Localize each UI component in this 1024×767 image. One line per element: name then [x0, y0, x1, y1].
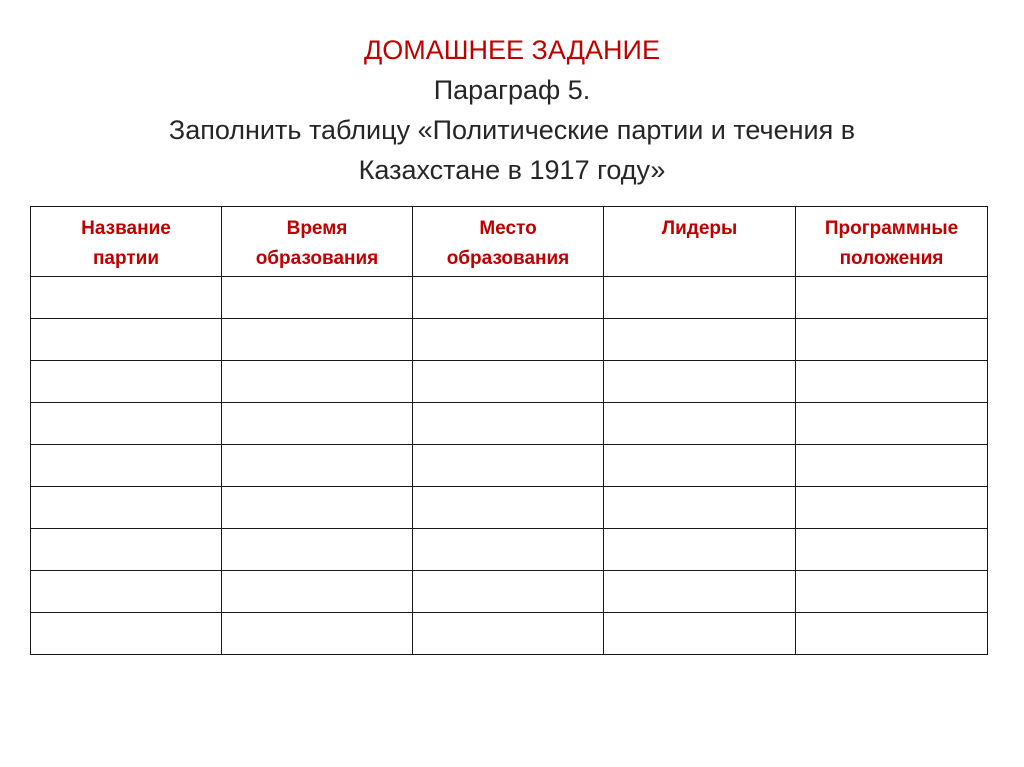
table-cell: [222, 487, 413, 529]
table-cell: [222, 445, 413, 487]
paragraph-reference: Параграф 5.: [433, 75, 591, 105]
task-description-line-2: Казахстане в 1917 году»: [358, 155, 666, 185]
table-cell: [796, 277, 988, 319]
table-cell: [31, 613, 222, 655]
table-cell: [31, 361, 222, 403]
table-cell: [222, 319, 413, 361]
table-cell: [796, 361, 988, 403]
table-cell: [413, 403, 604, 445]
table-cell: [31, 319, 222, 361]
table-cell: [604, 361, 796, 403]
task-description-line-1: Заполнить таблицу «Политические партии и течения в: [168, 115, 856, 145]
table-cell: [796, 319, 988, 361]
table-cell: [31, 277, 222, 319]
table-cell: [413, 445, 604, 487]
table-cell: [31, 529, 222, 571]
column-header-formation-place: [413, 207, 604, 277]
column-header-label: Лидеры: [661, 218, 738, 239]
table-cell: [31, 445, 222, 487]
column-header-label: Программные положения: [824, 218, 959, 269]
table-cell: [222, 277, 413, 319]
column-header-party-name: [31, 207, 222, 277]
table-cell: [413, 487, 604, 529]
column-header-label: Название партии: [81, 218, 171, 269]
table-cell: [604, 403, 796, 445]
table-row: [31, 613, 988, 655]
table-row: [31, 361, 988, 403]
table-row: [31, 487, 988, 529]
title-block: [0, 30, 1024, 190]
table-cell: [604, 487, 796, 529]
table-cell: [222, 403, 413, 445]
table-cell: [222, 613, 413, 655]
table-row: [31, 445, 988, 487]
table-body: [31, 277, 988, 655]
table-cell: [222, 571, 413, 613]
table-cell: [413, 361, 604, 403]
table-cell: [796, 571, 988, 613]
table-cell: [413, 571, 604, 613]
column-header-leaders: [604, 207, 796, 277]
column-header-formation-time: [222, 207, 413, 277]
column-header-program-provisions: [796, 207, 988, 277]
table-cell: [796, 613, 988, 655]
table-cell: [413, 529, 604, 571]
table-cell: [222, 529, 413, 571]
table-cell: [31, 487, 222, 529]
table-cell: [604, 445, 796, 487]
column-header-label: Время образования: [255, 218, 379, 269]
table-row: [31, 529, 988, 571]
homework-table: [30, 206, 988, 655]
table-header-row: [31, 207, 988, 277]
table-cell: [413, 277, 604, 319]
table-cell: [604, 571, 796, 613]
table-cell: [796, 445, 988, 487]
column-header-label: Место образования: [446, 218, 570, 269]
page-title: ДОМАШНЕЕ ЗАДАНИЕ: [364, 35, 660, 65]
table-cell: [604, 529, 796, 571]
table-cell: [31, 571, 222, 613]
table-row: [31, 403, 988, 445]
table-row: [31, 277, 988, 319]
table-cell: [796, 529, 988, 571]
table-cell: [413, 319, 604, 361]
table-cell: [413, 613, 604, 655]
table-cell: [796, 487, 988, 529]
table-cell: [796, 403, 988, 445]
table-cell: [604, 277, 796, 319]
table-cell: [31, 403, 222, 445]
table-cell: [604, 613, 796, 655]
table-cell: [222, 361, 413, 403]
table-row: [31, 571, 988, 613]
table-cell: [604, 319, 796, 361]
table-row: [31, 319, 988, 361]
